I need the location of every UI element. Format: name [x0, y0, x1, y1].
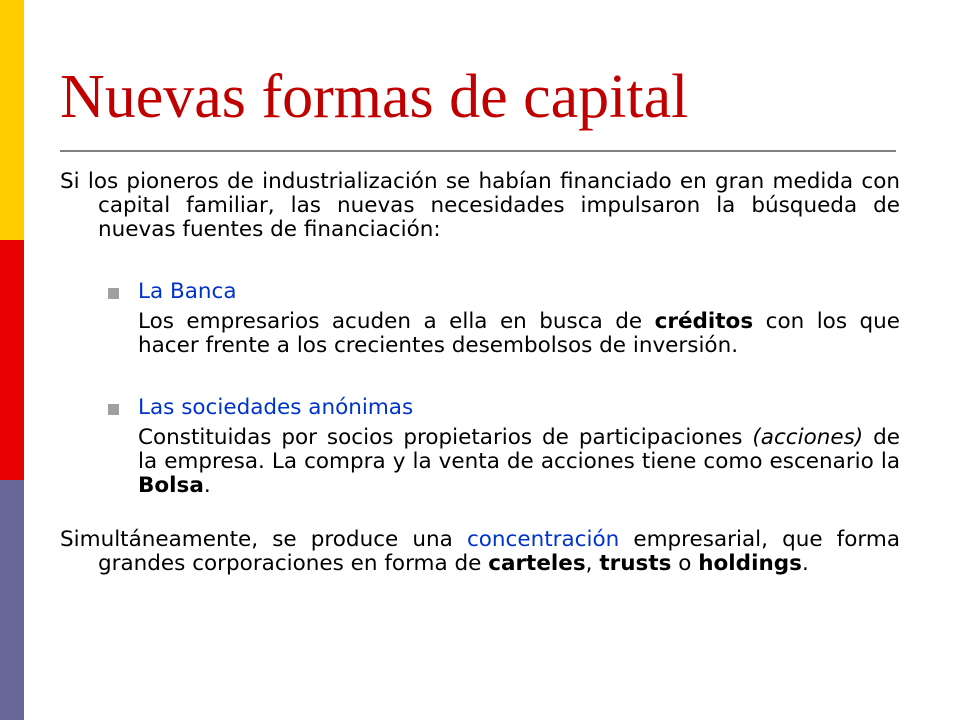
list-item-sociedades	[138, 396, 900, 498]
decorative-stripe-blue	[0, 480, 24, 720]
highlighted-term: concentración	[466, 527, 620, 552]
body-text: de la empresa. La compra y la venta de acciones tiene como escenario la	[138, 425, 900, 474]
body-text: Constituidas por socios propietarios de participaciones	[138, 425, 753, 450]
body-text: .	[203, 473, 211, 498]
bold-term: trusts	[599, 551, 672, 576]
bold-term: carteles	[488, 551, 586, 576]
body-text: con los que hacer frente a los crecientes desembolsos de inversión.	[138, 309, 901, 358]
bold-term: créditos	[654, 309, 754, 334]
list-item-heading: Las sociedades anónimas	[138, 395, 414, 420]
list-item-body	[138, 310, 900, 358]
intro-paragraph: Si los pioneros de industrialización se habían financiado en gran medida con capital familiar, las nuevas necesidades impulsaron la búsqueda de nuevas fuentes de financiación:	[60, 169, 900, 242]
list-item-heading: La Banca	[138, 279, 237, 304]
body-text: .	[801, 551, 809, 576]
bold-term: Bolsa	[138, 473, 204, 498]
decorative-stripe-red	[0, 240, 24, 480]
list-item-banca	[138, 280, 900, 358]
closing-paragraph	[60, 528, 900, 576]
slide-title: Nuevas formas de capital	[60, 63, 689, 131]
body-text: empresarial, que forma grandes corporaciones en forma de	[98, 527, 900, 576]
list-item-body	[138, 426, 900, 498]
slide-content	[60, 170, 900, 576]
bold-term: holdings	[698, 551, 802, 576]
square-bullet-icon	[108, 288, 119, 299]
body-text: Los empresarios acuden a ella en busca de	[138, 309, 655, 334]
body-text: Simultáneamente, se produce una	[60, 527, 467, 552]
title-divider	[60, 150, 896, 152]
italic-term: (acciones)	[752, 425, 864, 450]
separator-text: ,	[585, 551, 600, 576]
separator-text: o	[671, 551, 699, 576]
decorative-stripe-yellow	[0, 0, 24, 240]
square-bullet-icon	[108, 404, 119, 415]
